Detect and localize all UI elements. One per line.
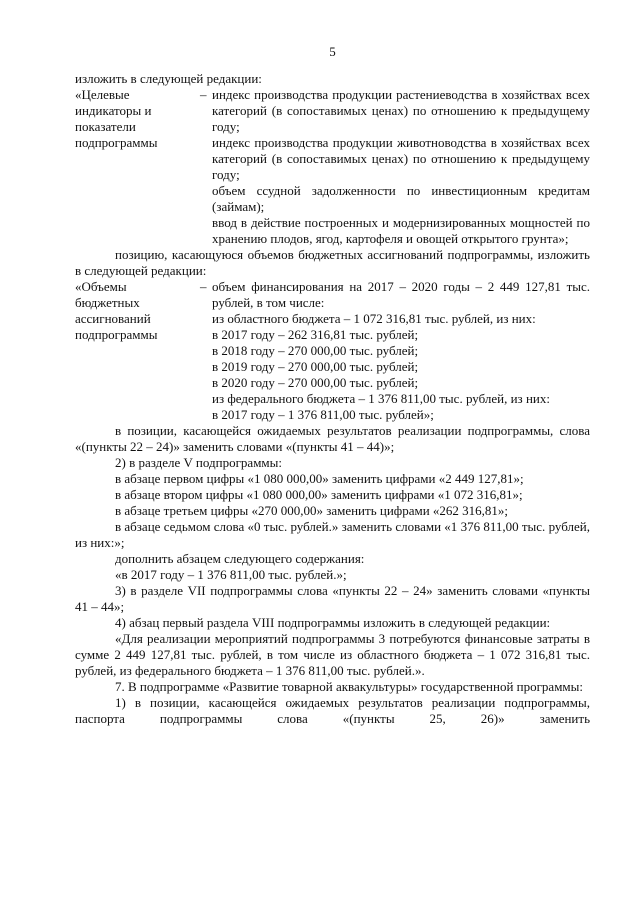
label-line: «Объемы bbox=[75, 279, 127, 294]
paragraph: «Для реализации мероприятий подпрограммы 3 потребуются финансовые затраты в сумме 2 449 127,81 тыс. рублей, в том числе из областного бюджета – 1 072 316,81 тыс. рублей, из федерального бюджета – 1 376 811,00 тыс. рублей.». bbox=[75, 631, 590, 678]
paragraph: в позиции, касающейся ожидаемых результатов реализации подпрограммы, слова «(пункты 22 – 24)» заменить словами «(пункты 41 – 44)»; bbox=[75, 423, 590, 454]
label-line: подпрограммы bbox=[75, 327, 158, 342]
budget-item: в 2018 году – 270 000,00 тыс. рублей; bbox=[212, 343, 419, 358]
intro-line: изложить в следующей редакции: bbox=[75, 71, 262, 86]
indicators-label bbox=[75, 87, 200, 247]
budget-item: в 2017 году – 262 316,81 тыс. рублей; bbox=[212, 327, 419, 342]
budget-item: из областного бюджета – 1 072 316,81 тыс. рублей, из них: bbox=[212, 311, 536, 326]
budget-item: в 2017 году – 1 376 811,00 тыс. рублей»; bbox=[212, 407, 434, 422]
paragraph: 2) в разделе V подпрограммы: bbox=[115, 455, 282, 470]
paragraph: 4) абзац первый раздела VIII подпрограммы изложить в следующей редакции: bbox=[115, 615, 551, 630]
paragraph-position: позицию, касающуюся объемов бюджетных ассигнований подпрограммы, изложить в следующей редакции: bbox=[75, 247, 590, 278]
label-line: показатели bbox=[75, 119, 136, 134]
paragraph: «в 2017 году – 1 376 811,00 тыс. рублей.»; bbox=[115, 567, 347, 582]
indicators-list bbox=[212, 87, 590, 247]
paragraph: 1) в позиции, касающейся ожидаемых результатов реализации подпрограммы, паспорта подпрограммы слова «(пункты 25, 26)» заменить bbox=[75, 695, 590, 726]
paragraph: дополнить абзацем следующего содержания: bbox=[115, 551, 365, 566]
page-number: 5 bbox=[329, 44, 336, 59]
dash: – bbox=[200, 279, 207, 294]
budget-item: в 2020 году – 270 000,00 тыс. рублей; bbox=[212, 375, 419, 390]
paragraph: в абзаце седьмом слова «0 тыс. рублей.» заменить словами «1 376 811,00 тыс. рублей, из них:»; bbox=[75, 519, 590, 550]
paragraph: 3) в разделе VII подпрограммы слова «пункты 22 – 24» заменить словами «пункты 41 – 44»; bbox=[75, 583, 590, 614]
label-line: ассигнований bbox=[75, 311, 151, 326]
paragraph: в абзаце третьем цифры «270 000,00» заменить цифрами «262 316,81»; bbox=[115, 503, 509, 518]
dash: – bbox=[200, 87, 207, 102]
budget-list bbox=[212, 279, 590, 423]
indicator-item: ввод в действие построенных и модернизированных мощностей по хранению плодов, ягод, картофеля и овощей открытого грунта»; bbox=[212, 215, 590, 246]
paragraph: 7. В подпрограмме «Развитие товарной аквакультуры» государственной программы: bbox=[115, 679, 584, 694]
budget-item: объем финансирования на 2017 – 2020 годы – 2 449 127,81 тыс. рублей, в том числе: bbox=[212, 279, 590, 310]
paragraph: в абзаце втором цифры «1 080 000,00» заменить цифрами «1 072 316,81»; bbox=[115, 487, 523, 502]
budget-block bbox=[75, 279, 590, 423]
label-line: бюджетных bbox=[75, 295, 140, 310]
label-line: подпрограммы bbox=[75, 135, 158, 150]
budget-item: из федерального бюджета – 1 376 811,00 тыс. рублей, из них: bbox=[212, 391, 550, 406]
budget-item: в 2019 году – 270 000,00 тыс. рублей; bbox=[212, 359, 419, 374]
budget-label bbox=[75, 279, 200, 423]
paragraph: в абзаце первом цифры «1 080 000,00» заменить цифрами «2 449 127,81»; bbox=[115, 471, 524, 486]
indicator-item: объем ссудной задолженности по инвестиционным кредитам (займам); bbox=[212, 183, 590, 214]
label-line: «Целевые bbox=[75, 87, 130, 102]
indicators-block bbox=[75, 87, 590, 247]
indicator-item: индекс производства продукции животноводства в хозяйствах всех категорий (в сопоставимых ценах) по отношению к предыдущему году; bbox=[212, 135, 590, 182]
label-line: индикаторы и bbox=[75, 103, 152, 118]
indicator-item: индекс производства продукции растениеводства в хозяйствах всех категорий (в сопоставимых ценах) по отношению к предыдущему году; bbox=[212, 87, 590, 134]
